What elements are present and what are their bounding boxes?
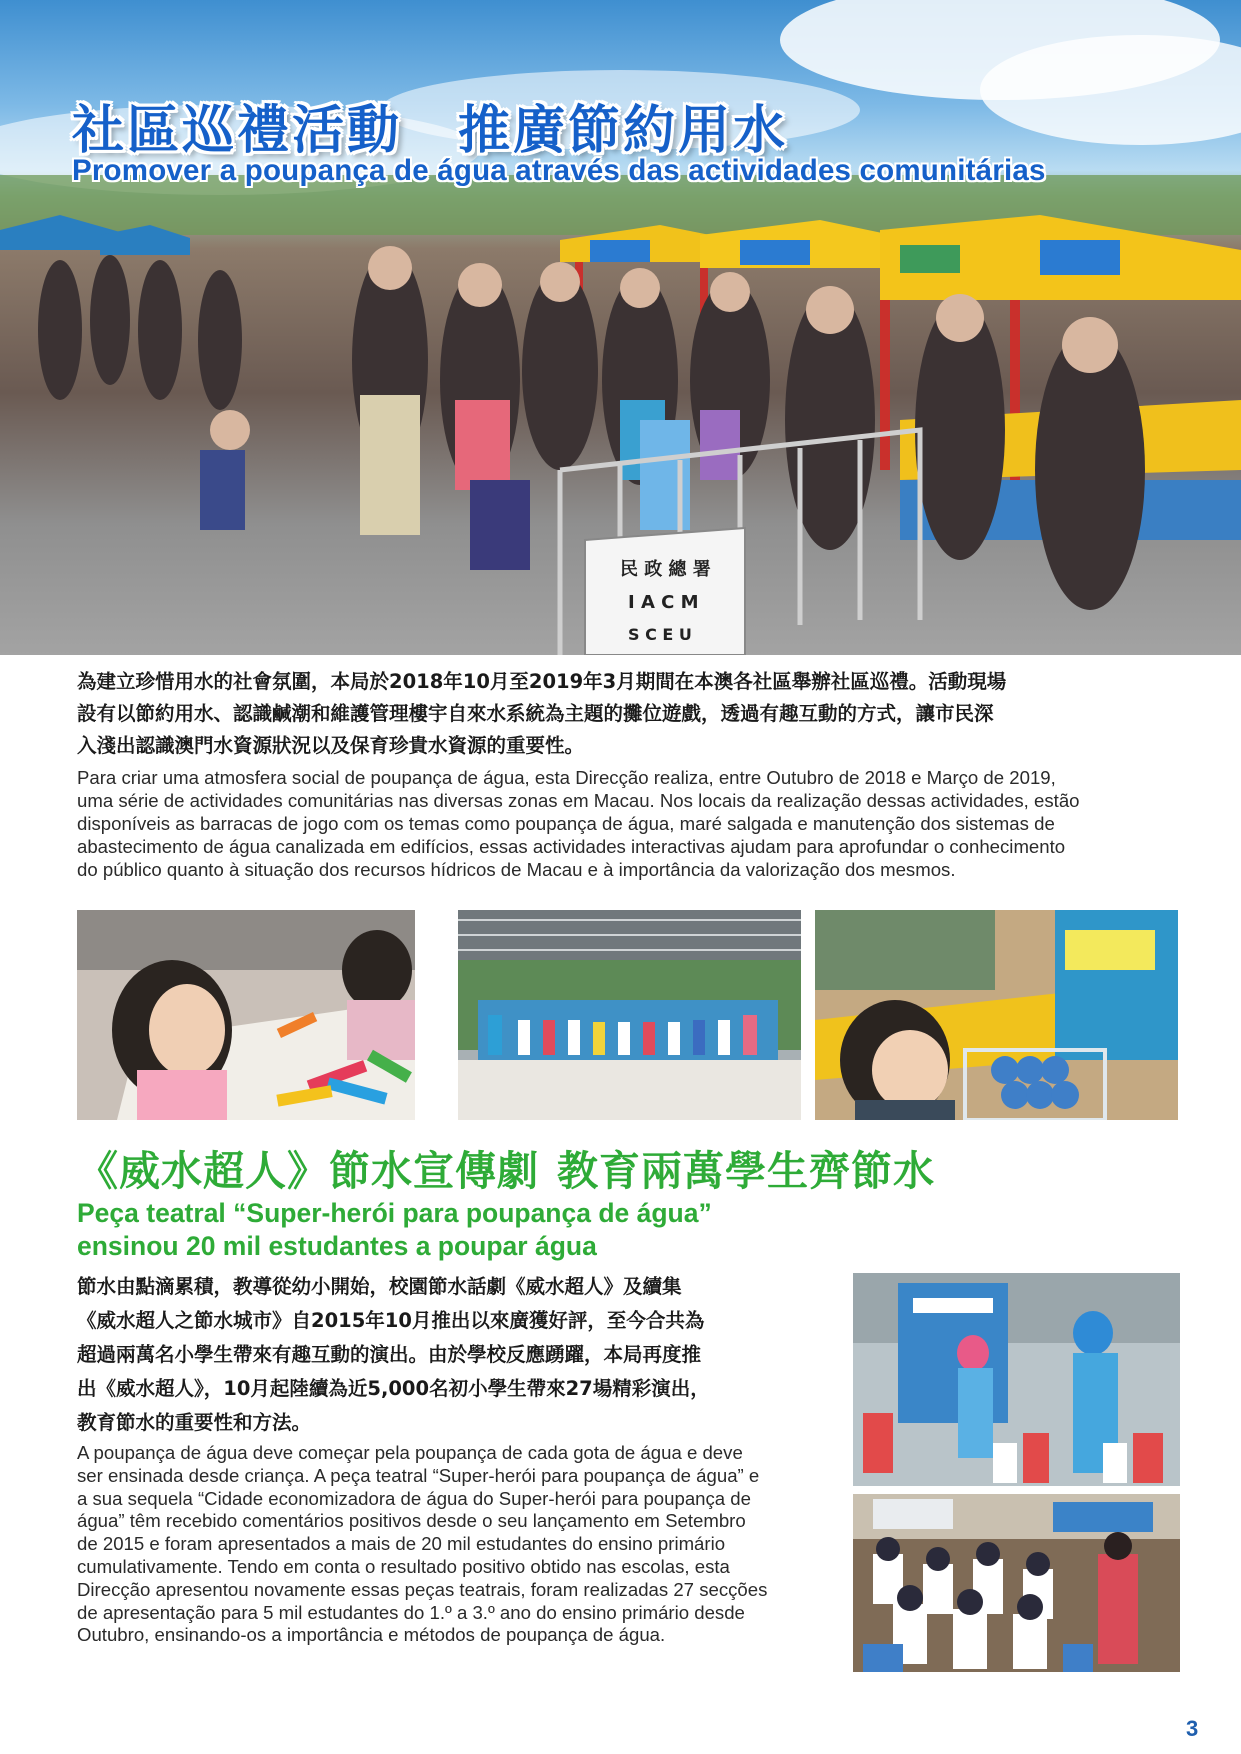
section2-title-chinese [77,1138,935,1197]
section2-zh-line: 教育節水的重要性和方法。 [77,1411,312,1434]
section2-zh-line: 節水由點滴累積，教導從幼小開始，校園節水話劇《威水超人》及續集 [77,1275,682,1298]
intro-pt-line: do público quanto à situação dos recursos hídricos de Macau e à importância da valorização dos mesmos. [77,859,956,880]
photo-stage-performance [458,910,801,1120]
intro-zh-line: 入淺出認識澳門水資源狀況以及保育珍貴水資源的重要性。 [77,734,585,757]
section2-pt-line: Outubro, ensinando-os a importância e métodos de poupança de água. [77,1624,666,1646]
hero-photo [0,0,1241,655]
section2-title-portuguese [77,1197,712,1263]
intro-pt-line: disponíveis as barracas de jogo com os temas como poupança de água, maré salgada e manutenção dos sistemas de [77,813,1055,834]
hero-title-chinese [72,88,788,163]
barrier-sign-line3: S C E U [628,625,692,644]
intro-zh-line: 設有以節約用水、認識鹹潮和維護管理樓宇自來水系統為主題的攤位遊戲，透過有趣互動的方式，讓市民深 [77,702,994,725]
intro-zh-line: 為建立珍惜用水的社會氛圍，本局於2018年10月至2019年3月期間在本澳各社區舉辦社區巡禮。活動現場 [77,670,1007,693]
section2-zh-line: 超過兩萬名小學生帶來有趣互動的演出。由於學校反應踴躍，本局再度推 [77,1343,702,1366]
section2-pt-line: A poupança de água deve começar pela poupança de cada gota de água e deve [77,1442,743,1463]
intro-pt-line: Para criar uma atmosfera social de poupança de água, esta Direcção realiza, entre Outubro de 2018 e Março de 2019, [77,767,1056,788]
section2-title-pt-line: ensinou 20 mil estudantes a poupar água [77,1231,597,1261]
intro-pt-line: uma série de actividades comunitárias nas diversas zonas em Macau. Nos locais da realização dessas actividades, estão [77,790,1080,811]
section2-pt-line: de apresentação para 5 mil estudantes do 1.º a 3.º ano do ensino primário desde [77,1601,745,1623]
hero-title-zh-part2: 推廣節約用水 [458,101,789,161]
section2-title-zh-part1: 《威水超人》節水宣傳劇 [77,1147,539,1195]
section2-pt-line: água” têm recebido comentários positivos desde o seu lançamento em Setembro [77,1510,746,1532]
photo-children-drawing [77,910,415,1120]
section2-paragraph-chinese [77,1270,847,1440]
hero-title-zh-part1: 社區巡禮活動 [72,101,403,161]
section2-zh-line: 《威水超人之節水城市》自2015年10月推出以來廣獲好評，至今合共為 [77,1309,705,1332]
intro-pt-line: abastecimento de água canalizada em edifícios, essas actividades interactivas ajudam para aprofundar o conhecimento [77,836,1066,857]
section2-pt-line: cumulativamente. Tendo em conta o resultado positivo obtido nas escolas, esta [77,1555,730,1577]
section2-title-zh-part2: 教育兩萬學生齊節水 [557,1147,935,1195]
section2-pt-line: ser ensinada desde criança. A peça teatral “Super-herói para poupança de água” e [77,1464,760,1486]
intro-paragraph-chinese [77,666,1189,762]
section2-pt-line: de 2015 e foram apresentados a mais de 20 mil estudantes do ensino primário [77,1533,726,1555]
section2-pt-line: Direcção apresentou novamente essas peças teatrais, foram realizadas 27 secções [77,1578,768,1600]
intro-paragraph-portuguese [77,766,1189,881]
section2-pt-line: a sua sequela “Cidade economizadora de água do Super-herói para poupança de [77,1487,751,1509]
section2-title-pt-line: Peça teatral “Super-herói para poupança de água” [77,1198,712,1228]
barrier-sign-line2: I A C M [628,592,699,613]
hero-title-portuguese: Promover a poupança de água através das actividades comunitárias [72,154,1046,187]
photo-students-classroom [853,1494,1180,1672]
section2-paragraph-portuguese [77,1442,847,1647]
section2-zh-line: 出《威水超人》，10月起陸續為近5,000名初小學生帶來27場精彩演出， [77,1377,710,1400]
barrier-sign-line1: 民 政 總 署 [620,559,711,580]
photo-superhero-classroom [853,1273,1180,1486]
page-number: 3 [1186,1716,1199,1741]
photo-game-booth [815,910,1178,1120]
